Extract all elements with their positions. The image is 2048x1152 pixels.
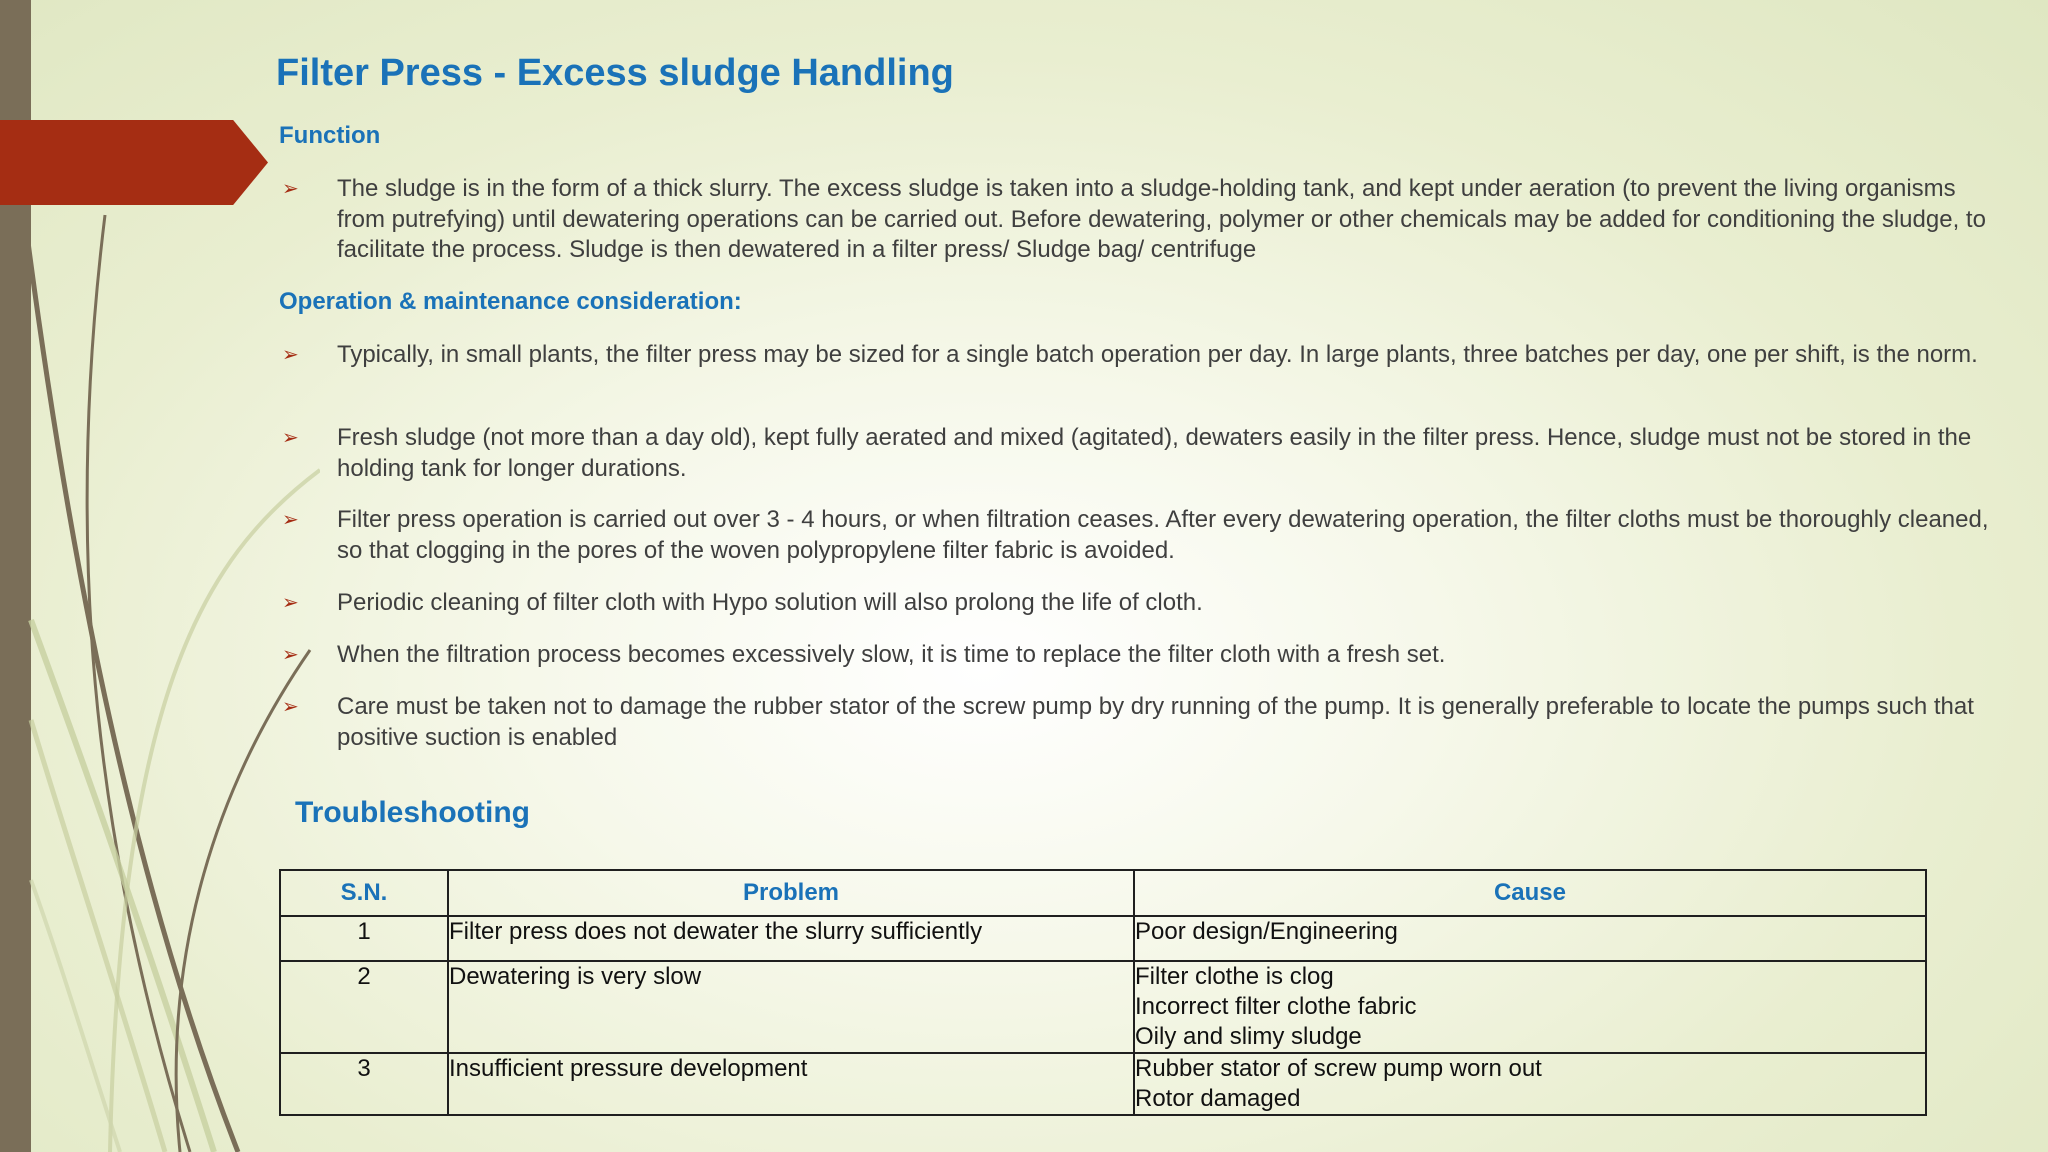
bullet-text: Periodic cleaning of filter cloth with Hypo solution will also prolong the life of cloth. [337, 589, 1203, 616]
cell-cause [1134, 1053, 1926, 1115]
arrow-bullet-icon: ➢ [282, 178, 299, 200]
cell-cause [1134, 916, 1926, 961]
table-row [280, 916, 1926, 961]
table-header-row [280, 870, 1926, 916]
arrow-bullet-icon: ➢ [282, 644, 299, 666]
bullet-text: When the filtration process becomes excessively slow, it is time to replace the filter cloth with a fresh set. [337, 641, 1446, 668]
function-heading: Function [279, 122, 381, 149]
cause-line: Incorrect filter clothe fabric [1135, 993, 1417, 1020]
cause-line: Rubber stator of screw pump worn out [1135, 1055, 1542, 1082]
bullet-text: Typically, in small plants, the filter press may be sized for a single batch operation per day. In large plants, three batches per day, one per shift, is the norm. [337, 341, 1978, 368]
cell-sn: 3 [280, 1053, 448, 1115]
troubleshooting-heading: Troubleshooting [295, 796, 530, 829]
arrow-bullet-icon: ➢ [282, 427, 299, 449]
arrow-bullet-icon: ➢ [282, 509, 299, 531]
cell-sn: 1 [280, 916, 448, 961]
table-row [280, 1053, 1926, 1115]
arrow-bullet-icon: ➢ [282, 344, 299, 366]
cause-line: Oily and slimy sludge [1135, 1023, 1362, 1050]
table-row [280, 961, 1926, 1053]
bullet-text: Filter press operation is carried out over 3 - 4 hours, or when filtration ceases. After every dewatering operation, the filter cloths must be thoroughly cleaned, so that clogging in the pores of the woven polypropylene filter fabric is avoided. [337, 506, 1989, 564]
page-title: Filter Press - Excess sludge Handling [276, 52, 954, 94]
arrow-bullet-icon: ➢ [282, 696, 299, 718]
arrow-bullet-icon: ➢ [282, 592, 299, 614]
title-accent-arrow [0, 120, 268, 205]
bullet-text: The sludge is in the form of a thick slurry. The excess sludge is taken into a sludge-holding tank, and kept under aeration (to prevent the living organisms from putrefying) until dewatering operations can be carried out. Before dewatering, polymer or other chemicals may be added for conditioning the sludge, to facilitate the process. Sludge is then dewatered in a filter press/ Sludge bag/ centrifuge [337, 175, 1986, 263]
cell-sn: 2 [280, 961, 448, 1053]
cause-line: Rotor damaged [1135, 1085, 1301, 1112]
bullet-text: Fresh sludge (not more than a day old), kept fully aerated and mixed (agitated), dewaters easily in the filter press. Hence, sludge must not be stored in the holding tank for longer durations. [337, 424, 1972, 482]
cause-line: Filter clothe is clog [1135, 963, 1334, 990]
cell-cause [1134, 961, 1926, 1053]
cell-problem: Dewatering is very slow [448, 961, 1134, 1053]
cell-problem: Filter press does not dewater the slurry sufficiently [448, 916, 1134, 961]
operation-heading: Operation & maintenance consideration: [279, 288, 742, 315]
troubleshooting-table [279, 869, 1927, 1116]
bullet-text: Care must be taken not to damage the rubber stator of the screw pump by dry running of the pump. It is generally preferable to locate the pumps such that positive suction is enabled [337, 693, 1974, 751]
cell-problem: Insufficient pressure development [448, 1053, 1134, 1115]
column-header-cause: Cause [1134, 870, 1926, 916]
cause-line: Poor design/Engineering [1135, 918, 1398, 945]
column-header-problem: Problem [448, 870, 1134, 916]
column-header-sn: S.N. [280, 870, 448, 916]
